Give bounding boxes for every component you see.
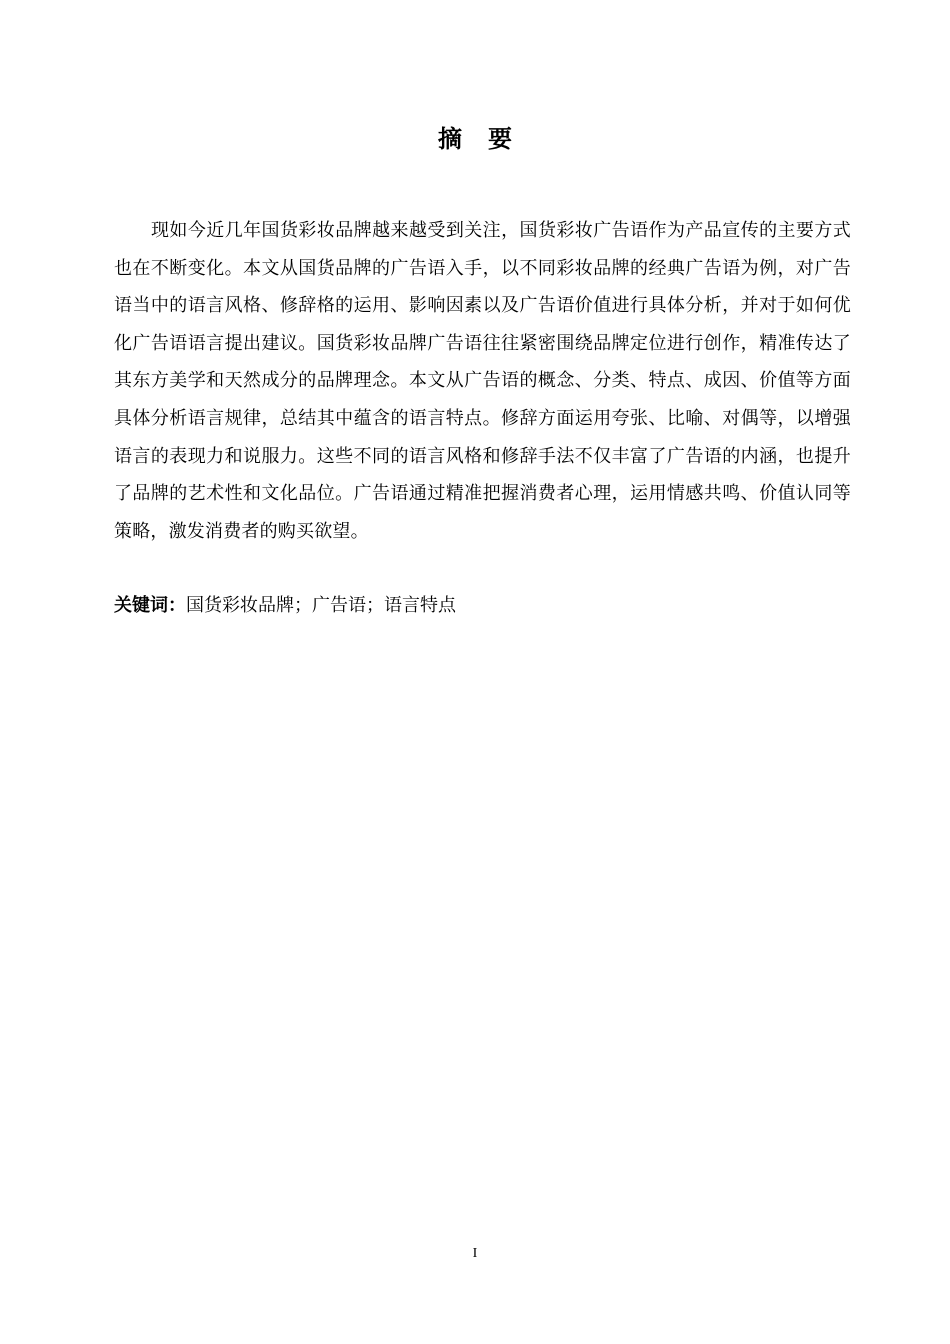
keywords-text: 国货彩妆品牌；广告语；语言特点 — [186, 595, 456, 616]
abstract-paragraph: 现如今近几年国货彩妆品牌越来越受到关注，国货彩妆广告语作为产品宣传的主要方式也在不断变化。本文从国货品牌的广告语入手，以不同彩妆品牌的经典广告语为例，对广告语当中的语言风格、修辞格的运用、影响因素以及广告语价值进行具体分析，并对于如何优化广告语语言提出建议。国货彩妆品牌广告语往往紧密围绕品牌定位进行创作，精准传达了其东方美学和天然成分的品牌理念。本文从广告语的概念、分类、特点、成因、价值等方面具体分析语言规律，总结其中蕴含的语言特点。修辞方面运用夸张、比喻、对偶等，以增强语言的表现力和说服力。这些不同的语言风格和修辞手法不仅丰富了广告语的内涵，也提升了品牌的艺术性和文化品位。广告语通过精准把握消费者心理，运用情感共鸣、价值认同等策略，激发消费者的购买欲望。 — [114, 220, 851, 542]
keywords-line — [114, 590, 851, 622]
abstract-title: 摘要 — [438, 125, 538, 153]
page-number: I — [472, 1246, 478, 1261]
keywords-label: 关键词： — [114, 595, 186, 616]
